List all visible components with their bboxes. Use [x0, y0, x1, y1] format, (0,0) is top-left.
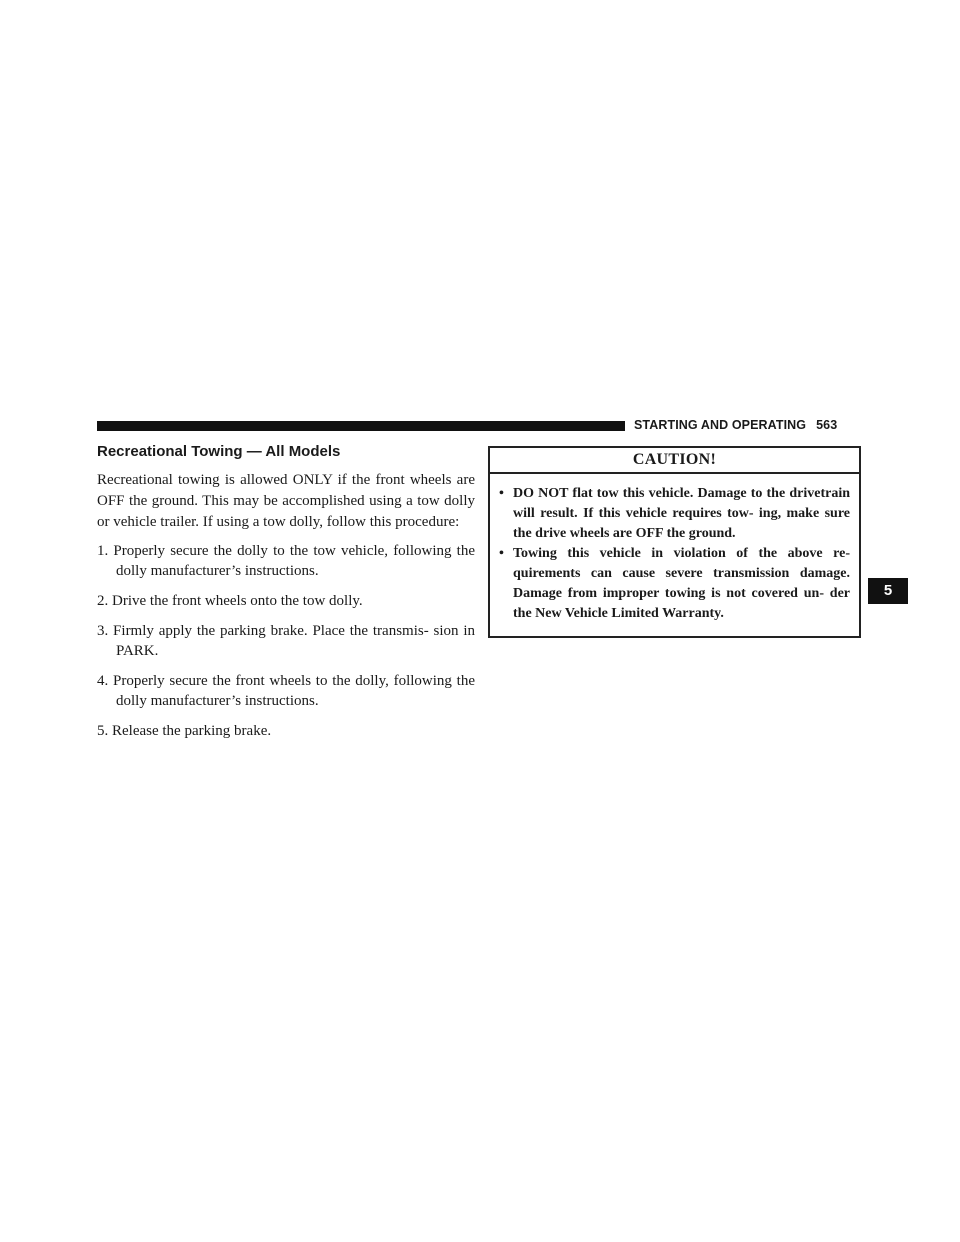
caution-box	[488, 446, 861, 638]
step-item	[97, 671, 475, 711]
step-text: 1. Properly secure the dolly to the tow vehicle, following the dolly manufacturer’s instructions.	[97, 543, 475, 579]
bullet-icon: •	[499, 546, 504, 561]
section-heading: Recreational Towing — All Models	[97, 443, 341, 460]
caution-item-text: DO NOT flat tow this vehicle. Damage to the drivetrain will result. If this vehicle requires tow- ing, make sure the drive wheels are OFF the ground.	[513, 486, 850, 541]
step-item	[97, 721, 475, 741]
running-header	[634, 418, 837, 432]
caution-list	[490, 484, 859, 624]
caution-item	[499, 544, 850, 624]
caution-title: CAUTION!	[490, 448, 859, 474]
header-section-title: STARTING AND OPERATING	[634, 418, 807, 432]
intro-paragraph: Recreational towing is allowed ONLY if the front wheels are OFF the ground. This may be accomplished using a tow dolly or vehicle trailer. If using a tow dolly, follow this procedure:	[97, 472, 475, 530]
step-item	[97, 591, 475, 611]
step-item	[97, 541, 475, 581]
procedure-steps	[97, 541, 475, 741]
chapter-tab: 5	[868, 578, 908, 604]
bullet-icon: •	[499, 486, 504, 501]
step-item	[97, 621, 475, 661]
step-text: 4. Properly secure the front wheels to the dolly, following the dolly manufacturer’s instructions.	[97, 673, 475, 709]
left-column	[97, 443, 475, 751]
caution-item	[499, 484, 850, 544]
step-text: 5. Release the parking brake.	[97, 723, 272, 739]
page-number: 563	[816, 418, 838, 432]
step-text: 3. Firmly apply the parking brake. Place the transmis- sion in PARK.	[97, 623, 475, 659]
caution-item-text: Towing this vehicle in violation of the above re- quirements can cause severe transmission damage. Damage from improper towing is not covered un- der the New Vehicle Limited Warranty.	[513, 546, 850, 621]
header-rule	[97, 421, 625, 431]
step-text: 2. Drive the front wheels onto the tow dolly.	[97, 593, 363, 609]
